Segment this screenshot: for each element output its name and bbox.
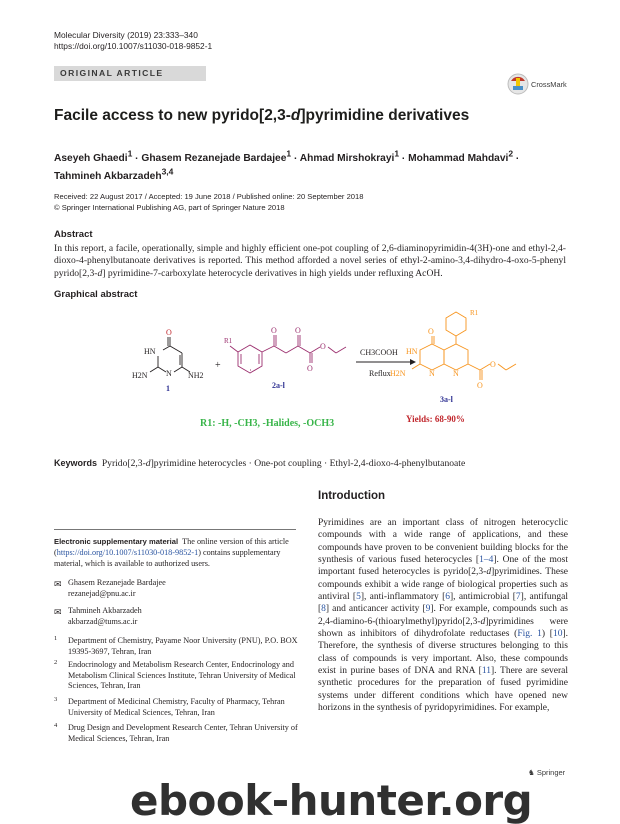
corresponding-author-name: Ghasem Rezanejade Bardajee xyxy=(68,578,166,587)
publication-dates xyxy=(54,192,363,213)
introduction-heading: Introduction xyxy=(318,490,386,502)
atom-o: O xyxy=(477,381,483,390)
footnote-divider xyxy=(54,529,296,530)
citation-link[interactable]: 5 xyxy=(356,592,361,603)
atom-n: N xyxy=(166,369,172,378)
supplementary-note: Electronic supplementary material The online version of this article (https://doi.org/10.1007/s11030-018-9852-1) contains supplementary material, which is available to authorized users. xyxy=(54,537,289,568)
compound-1-label: 1 xyxy=(166,384,170,393)
figure-link[interactable]: Fig. 1 xyxy=(517,629,542,640)
correspondence-entry xyxy=(54,578,300,600)
author-name[interactable]: Tahmineh Akbarzadeh$^{3,4}$ xyxy=(54,166,174,183)
email-link[interactable]: akbarzad@tums.ac.ir xyxy=(68,616,138,626)
atom-hn: HN xyxy=(144,347,156,356)
citation-link[interactable]: 9 xyxy=(425,604,431,615)
doi-link[interactable]: https://doi.org/10.1007/s11030-018-9852-1 xyxy=(54,41,213,51)
author-name[interactable]: Mohammad Mahdavi$^2$ xyxy=(408,149,514,165)
watermark: ebook-hunter.org xyxy=(130,776,533,824)
citation-link[interactable]: 6 xyxy=(445,592,450,603)
springer-horse-icon: ♞ xyxy=(528,768,535,777)
atom-o: O xyxy=(490,360,496,369)
envelope-icon: ✉ xyxy=(54,579,62,589)
author-name[interactable]: Ghasem Rezanejade Bardajee$^1$ xyxy=(141,149,292,165)
plus-sign: + xyxy=(215,360,221,371)
atom-nh2: NH2 xyxy=(188,371,204,380)
arrow-head xyxy=(410,359,416,365)
email-link[interactable]: rezanejad@pnu.ac.ir xyxy=(68,588,136,598)
journal-citation: Molecular Diversity (2019) 23:333–340 xyxy=(54,30,198,40)
r1-substituent: R1 xyxy=(224,337,233,345)
r1-substituent: R1 xyxy=(470,309,479,317)
atom-o: O xyxy=(307,364,313,373)
author-name[interactable]: Ahmad Mirshokrayi$^1$ xyxy=(299,149,400,165)
citation-link[interactable]: 7 xyxy=(515,592,521,603)
compound-1-structure xyxy=(150,337,190,372)
abstract-text: In this report, a facile, operationally, simple and highly efficient one-pot coupling of 2,6-diaminopyrimidin-4(3H)-one and ethyl-2,4-dioxo-4-phenylbutanoate derivatives is reported. This method afforded a novel series of ethyl-2-amino-3,4-dihydro-4-oxo-5-phenyl pyrido[2,3-d] pyrimidine-7-carboxylate heterocycle derivatives in high yields under refluxing AcOH. xyxy=(54,243,566,279)
envelope-icon: ✉ xyxy=(54,607,62,617)
atom-hn: HN xyxy=(406,347,418,356)
citation-link[interactable]: 11 xyxy=(481,666,491,677)
article-type-label: ORIGINAL ARTICLE xyxy=(60,68,164,78)
graphical-abstract-heading: Graphical abstract xyxy=(54,289,138,300)
atom-o: O xyxy=(320,342,326,351)
copyright-line: © Springer International Publishing AG, part of Springer Nature 2018 xyxy=(54,202,285,212)
atom-h2n: H2N xyxy=(132,371,148,380)
affiliation: 1 Department of Chemistry, Payame Noor University (PNU), P.O. BOX 19395-3697, Tehran, Iran xyxy=(54,635,298,656)
compound-3-label: 3a-l xyxy=(440,395,453,404)
atom-n: N xyxy=(453,369,459,378)
reagent-label: CH3COOH xyxy=(360,348,398,357)
keywords-label: Keywords xyxy=(54,458,98,468)
affiliation: 4 Drug Design and Development Research Center, Tehran University of Medical Sciences, Tehran, Iran xyxy=(54,722,298,743)
atom-n: N xyxy=(429,369,435,378)
keywords: Keywords Pyrido[2,3-d]pyrimidine heterocycles · One-pot coupling · Ethyl-2,4-dioxo-4-phenylbutanoate xyxy=(54,458,466,469)
atom-o: O xyxy=(271,326,277,335)
author-name[interactable]: Aseyeh Ghaedi$^1$ xyxy=(54,149,133,165)
dates-line: Received: 22 August 2017 / Accepted: 19 June 2018 / Published online: 20 September 2018 xyxy=(54,192,364,201)
affiliation: 3 Department of Medicinal Chemistry, Faculty of Pharmacy, Tehran University of Medical Sciences, Tehran, Iran xyxy=(54,696,285,717)
affiliation: 2 Endocrinology and Metabolism Research Center, Endocrinology and Metabolism Clinical Sciences Institute, Tehran University of Medical Sciences, Tehran, Iran xyxy=(54,659,296,691)
author-list: Aseyeh Ghaedi$^1$ · Ghasem Rezanejade Bardajee$^1$ · Ahmad Mirshokrayi$^1$ · Mohammad Mahdavi$^2$ · Tahmineh Akbarzadeh$^{3,4}$ xyxy=(54,149,520,183)
citation-link[interactable]: 8 xyxy=(321,604,326,615)
correspondence-entry xyxy=(54,606,300,628)
crossmark-button[interactable] xyxy=(507,72,587,96)
citation-link[interactable]: 1–4 xyxy=(479,555,494,566)
article-type-band xyxy=(54,66,206,81)
esm-link[interactable]: https://doi.org/10.1007/s11030-018-9852-1 xyxy=(56,547,199,557)
atom-h2n: H2N xyxy=(390,369,406,378)
product-3-structure xyxy=(412,312,516,380)
atom-o: O xyxy=(166,328,172,337)
crossmark-icon xyxy=(507,72,529,96)
atom-o: O xyxy=(295,326,301,335)
compound-2-label: 2a-l xyxy=(272,381,285,390)
condition-label: Reflux xyxy=(369,369,391,378)
abstract-heading: Abstract xyxy=(54,229,93,240)
corresponding-author-name: Tahmineh Akbarzadeh xyxy=(68,606,142,615)
atom-o: O xyxy=(428,327,434,336)
journal-header xyxy=(54,30,212,52)
publisher-logo: ♞ Springer xyxy=(528,768,566,777)
compound-2-structure xyxy=(230,335,346,373)
reaction-scheme xyxy=(120,306,520,438)
yield-range: Yields: 68-90% xyxy=(406,414,465,424)
citation-link[interactable]: 10 xyxy=(552,629,563,640)
r-group-scope: R1: -H, -CH3, -Halides, -OCH3 xyxy=(200,418,335,429)
introduction-text: Pyrimidines are an important class of nitrogen heterocyclic compounds with a wide range of applications, and these compounds have proven to be convenient building blocks for the synthesis of various fused heterocycles [1–4]. One of the most important fused heterocycles is pyrido[2,3-d]pyrimidines. These compounds exhibit a wide range of biological properties such as antiviral [5], anti-inflammatory [6], antimicrobial [7], antifungal [8] and anticancer activity [9]. For example, compounds such as 2,4-diamino-6-(thioarylmethyl)pyrido[2,3-d]pyrimidines were shown as inhibitors of dihydrofolate reductases (Fig. 1) [10]. Therefore, the synthesis of diverse structures belonging to this class of compounds is very important. Also, these compounds exist in purine bases of DNA and RNA [11]. There are several synthetic procedures for the preparation of fused pyrimidine systems under different conditions which have opened new horizons in the synthesis of pyridopyrimidines. For example, xyxy=(318,518,569,714)
crossmark-label: CrossMark xyxy=(531,80,567,89)
paper-title: Facile access to new pyrido[2,3-d]pyrimidine derivatives xyxy=(54,107,470,124)
esm-label: Electronic supplementary material xyxy=(54,537,179,546)
